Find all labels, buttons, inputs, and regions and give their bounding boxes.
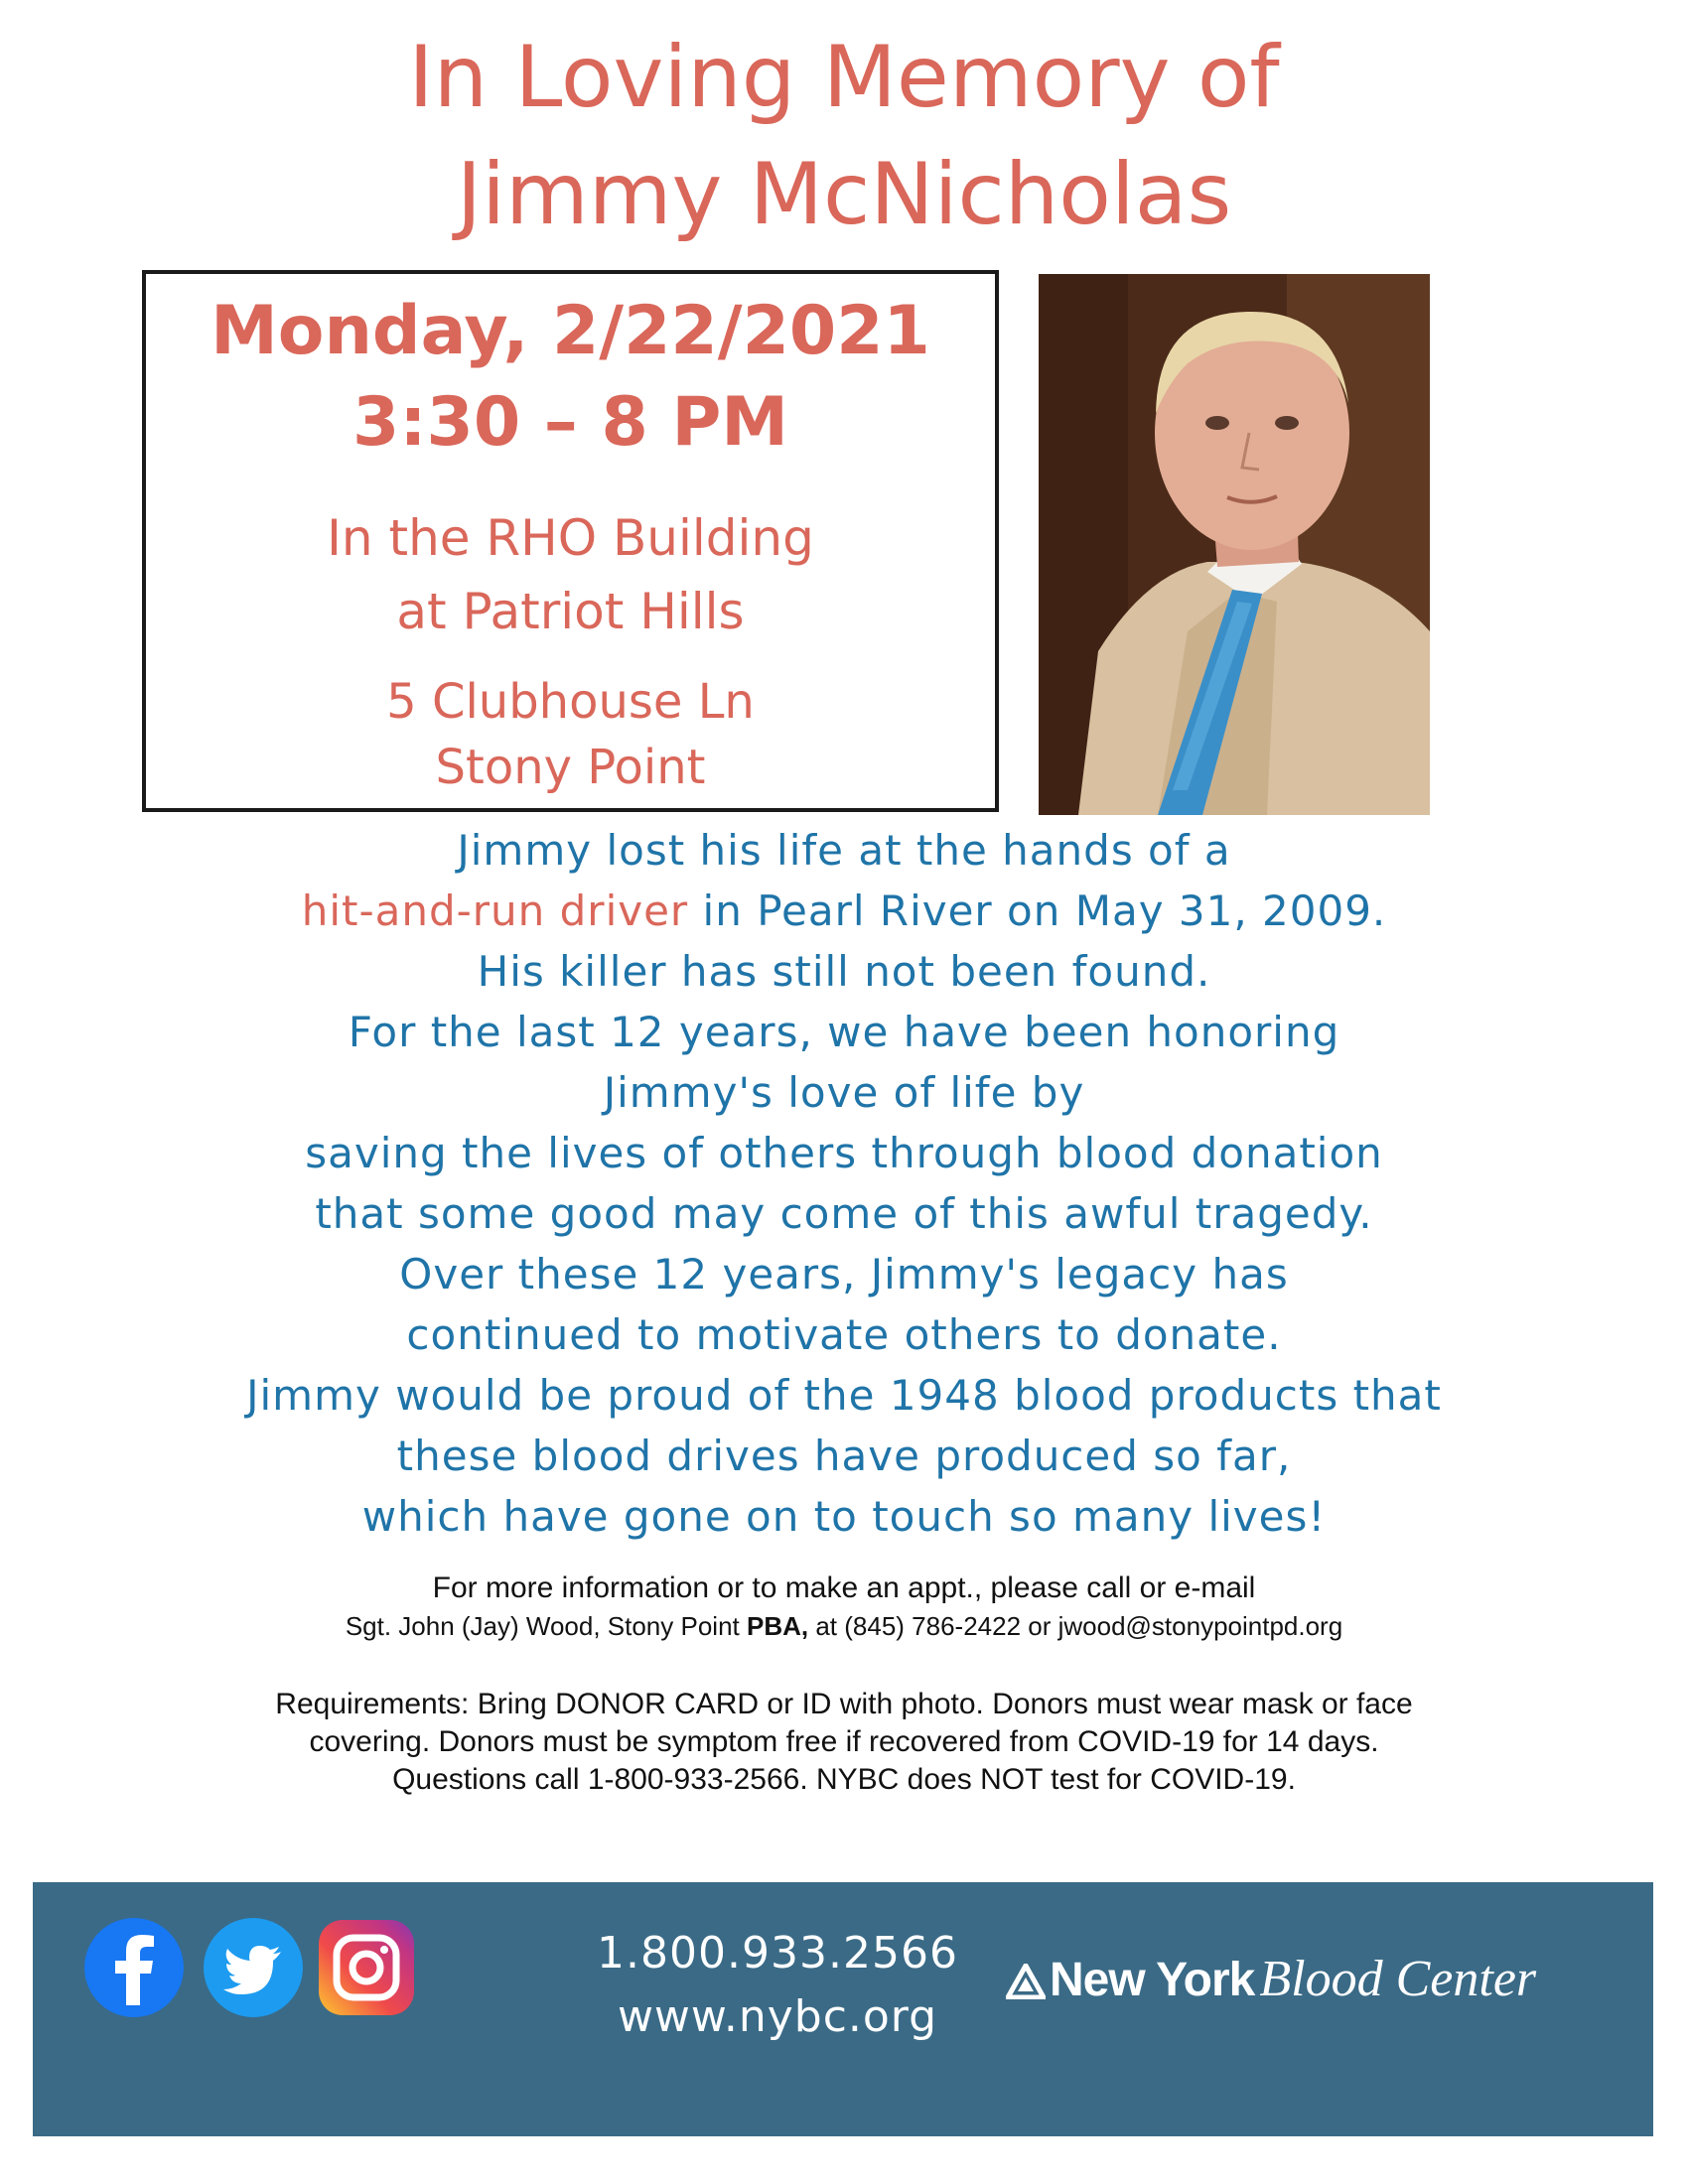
nybc-logo-icon [1006, 1964, 1046, 1999]
event-date: Monday, 2/22/2021 [211, 292, 930, 370]
event-details-box [142, 270, 999, 812]
requirements-line-2: covering. Donors must be symptom free if recovered from COVID-19 for 14 days. [309, 1725, 1379, 1758]
twitter-icon[interactable] [204, 1918, 303, 2017]
story-highlight: hit-and-run driver [301, 887, 689, 935]
footer-contact [549, 1922, 1006, 2049]
memorial-photo [1039, 274, 1430, 815]
nybc-logo [1006, 1950, 1641, 2019]
event-time: 3:30 – 8 PM [352, 383, 788, 462]
heading-line-1: In Loving Memory of [408, 28, 1280, 127]
facebook-icon[interactable] [84, 1918, 184, 2017]
event-place-line-1: In the RHO Building [327, 509, 814, 567]
logo-blood-center: Blood Center [1259, 1951, 1537, 2007]
requirements-line-3: Questions call 1-800-933-2566. NYBC does NOT test for COVID-19. [392, 1763, 1296, 1796]
instagram-icon[interactable] [317, 1918, 416, 2017]
story-line: Over these 12 years, Jimmy's legacy has [399, 1250, 1289, 1298]
contact-name: Sgt. John (Jay) Wood, Stony Point [345, 1611, 747, 1641]
story-line: Jimmy would be proud of the 1948 blood products that [246, 1371, 1442, 1420]
footer-banner [33, 1882, 1653, 2136]
story-line: Jimmy's love of life by [603, 1068, 1085, 1117]
contact-info-line-1: For more information or to make an appt., please call or e-mail [432, 1571, 1256, 1604]
footer-phone[interactable]: 1.800.933.2566 [597, 1928, 958, 1979]
story-highlight-line: saving the lives of others through blood donation [305, 1129, 1383, 1177]
story-line [0, 881, 1688, 941]
story-line: For the last 12 years, we have been honoring [348, 1008, 1340, 1056]
story-line: His killer has still not been found. [477, 947, 1211, 996]
story-text [0, 820, 1688, 1547]
contact-info-line-2 [0, 1608, 1688, 1644]
contact-org: PBA, [746, 1611, 809, 1641]
story-line: Jimmy lost his life at the hands of a [457, 826, 1231, 875]
event-address-line-2: Stony Point [435, 740, 706, 795]
story-line: these blood drives have produced so far, [396, 1432, 1292, 1480]
contact-info [0, 1569, 1688, 1644]
event-address-line-1: 5 Clubhouse Ln [386, 674, 755, 730]
story-line-rest: in Pearl River on May 31, 2009. [688, 887, 1387, 935]
story-line: continued to motivate others to donate. [406, 1310, 1282, 1359]
story-line: that some good may come of this awful tragedy. [315, 1189, 1373, 1238]
requirements [0, 1686, 1688, 1799]
logo-new-york: New York [1050, 1954, 1255, 2006]
event-place-line-2: at Patriot Hills [396, 583, 745, 640]
contact-details: at (845) 786-2422 or jwood@stonypointpd.org [808, 1611, 1343, 1641]
heading-line-2: Jimmy McNicholas [456, 145, 1232, 244]
story-line: which have gone on to touch so many lives! [361, 1492, 1327, 1541]
requirements-line-1: Requirements: Bring DONOR CARD or ID with photo. Donors must wear mask or face [275, 1688, 1413, 1720]
footer-website[interactable]: www.nybc.org [617, 1991, 938, 2042]
